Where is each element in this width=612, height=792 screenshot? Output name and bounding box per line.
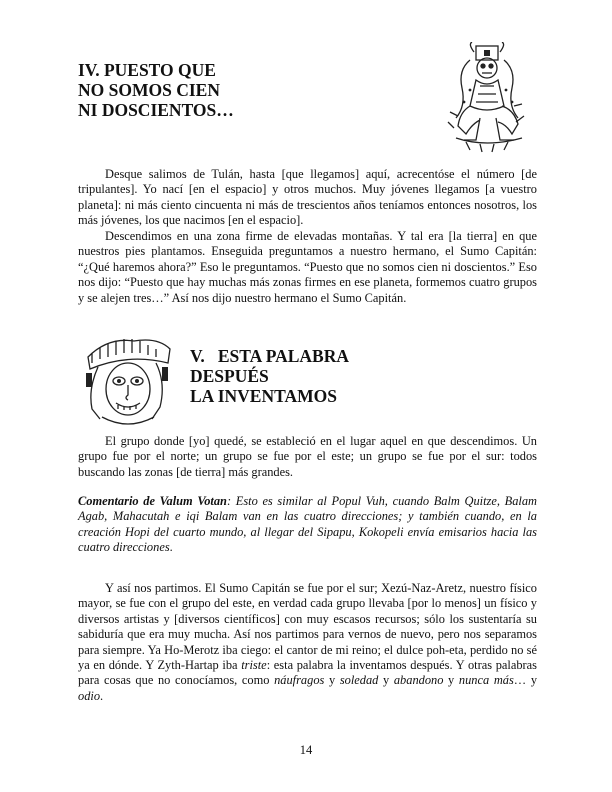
page-number: 14 xyxy=(299,743,313,757)
italic-word: nunca más xyxy=(458,673,514,688)
section-v-heading xyxy=(190,346,349,406)
paragraph: Descendimos en una zona firme de elevadas montañas. Y tal era [la tierra] en que nuestros pies plantamos. Enseguida preguntamos a nuestro hermano, el Sumo Capitán: “¿Qué haremos ahora?” Eso le preguntamos. “Puesto que no somos cien ni doscientos.” Eso nos dijo: “Puesto que hay muchas más zonas firmes en ese planeta, formemos cuatro grupos y se alejen tres…” Así nos dijo nuestro hermano el Sumo Capitán. xyxy=(78,229,537,305)
heading-line: IV. PUESTO QUE xyxy=(78,60,216,80)
italic-word: náufragos xyxy=(274,673,325,688)
italic-word: odio xyxy=(78,688,101,703)
heading-line: LA INVENTAMOS xyxy=(190,386,337,406)
heading-line: NO SOMOS CIEN xyxy=(78,80,220,100)
text-run: . xyxy=(100,688,104,703)
section-iv-heading xyxy=(78,60,234,120)
italic-word: triste xyxy=(241,658,267,673)
mayan-figure-illustration xyxy=(440,42,536,154)
commentary-label: Comentario de Valum Votan xyxy=(78,494,227,508)
paragraph: Desque salimos de Tulán, hasta [que llegamos] aquí, acrecentóse el número [de tripulantes]. Yo nací [en el espacio] y otros muchos. Muy jóvenes llegamos [a vuestro planeta]: ni más ciento cincuenta ni más de trescientos años teníamos entonces nosotros, los más jóvenes, los que nacimos [en el espacio]. xyxy=(78,167,537,228)
text-run: … y xyxy=(513,673,538,688)
italic-word: soledad xyxy=(339,673,379,688)
heading-line: DESPUÉS xyxy=(190,366,269,386)
commentary-paragraph xyxy=(78,494,537,556)
text-run: y xyxy=(378,673,394,688)
text-run: y xyxy=(324,673,340,688)
text-run: y xyxy=(443,673,459,688)
text-run: Y así nos partimos. El Sumo Capitán se fue por el sur; Xezú-Naz-Aretz, nuestro físico mayor, se fue con el grupo del este, en verdad cada grupo llevaba [por lo menos] un físico y diversos artistas y [diversos científicos] con muy escasos recursos; sólo los sustentaría su sabiduría que era muy mucha. Así nos partimos para vernos de nuevo, pero nos separamos para siempre. Ya Ho-Merotz iba ciego: el cantor de mi reino; el dulce poh-eta, perdido no sé ya en dónde. Y Zyth-Hartap iba xyxy=(78,581,537,673)
mayan-mask-illustration xyxy=(82,333,174,429)
commentary-text: y también cuando, en la creación Hopi del cuarto mundo, al llegar del Sipapu, Kokopeli envía emisarios hacia las cuatro direcciones xyxy=(78,509,537,555)
italic-word: abandono xyxy=(393,673,444,688)
commentary-end: . xyxy=(169,540,173,555)
commentary-text: : Esto es similar al Popul Vuh, cuando Balm Quitze, Balam Agab, Mahacutah e iqi Balam van en las cuatro direcciones; xyxy=(78,494,537,524)
heading-line: V. ESTA PALABRA xyxy=(190,346,349,366)
heading-line: NI DOSCIENTOS… xyxy=(78,100,234,120)
paragraph xyxy=(78,581,537,704)
paragraph: El grupo donde [yo] quedé, se estableció en el lugar aquel en que descendimos. Un grupo fue por el norte; un grupo se fue por el este; un grupo se fue por el sur: todos buscando las zonas [de tierra] más grandes. xyxy=(78,434,537,479)
text-run: : esta palabra la inventamos después. Y otras palabras para cosas que no conocíamos, como xyxy=(78,658,538,688)
